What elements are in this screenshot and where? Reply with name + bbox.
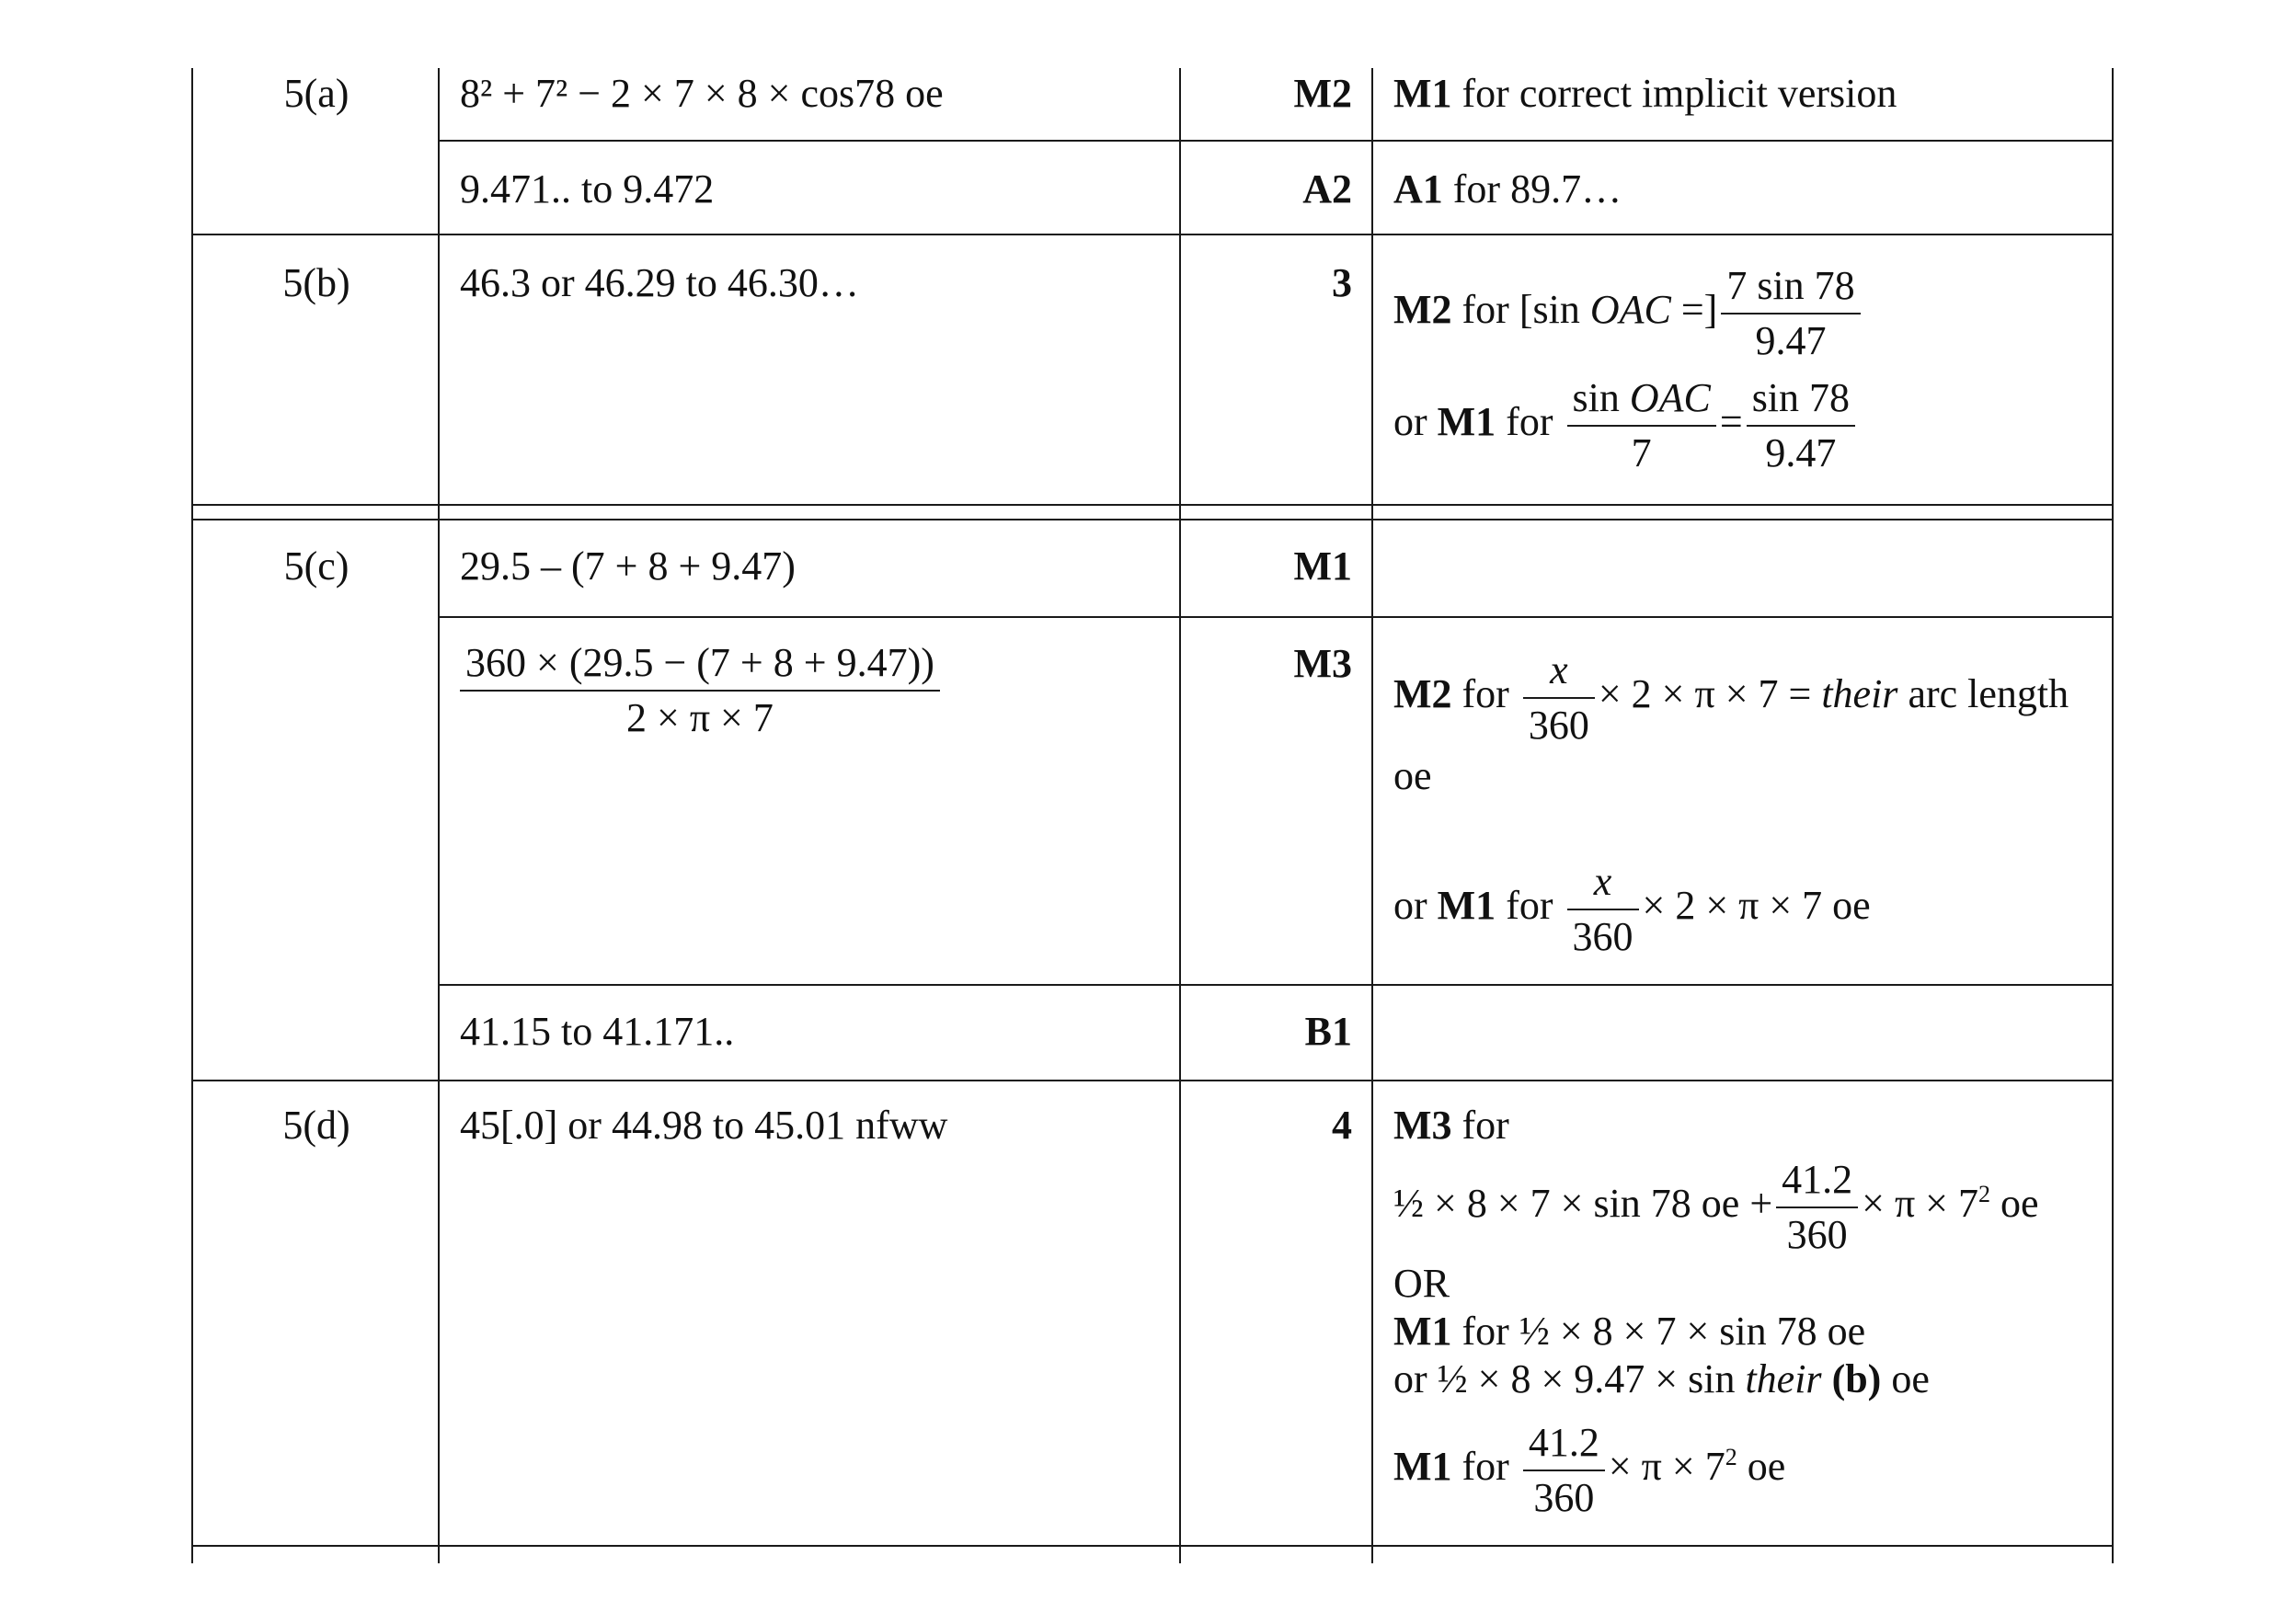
guidance-text: × π × 7	[1862, 1181, 1978, 1227]
their-text: their	[1745, 1356, 1822, 1401]
guidance-line	[1393, 372, 1859, 480]
answer-cell: 41.15 to 41.171..	[460, 1009, 735, 1054]
guidance-text: ½ × 8 × 7 × sin 78 oe +	[1393, 1181, 1773, 1227]
guidance-text: for	[1451, 1103, 1509, 1148]
guidance-text: for	[1496, 399, 1553, 445]
variable-text: x	[1593, 859, 1612, 904]
fraction-denominator: 9.47	[1765, 430, 1837, 475]
fraction	[1523, 1416, 1605, 1525]
guidance-mark-code: M1	[1437, 399, 1496, 445]
guidance-text: oe	[1737, 1444, 1786, 1490]
guidance-line	[1393, 1416, 1785, 1525]
exponent: 2	[1977, 1181, 1990, 1208]
fraction-denominator: 2 × π × 7	[626, 695, 774, 740]
guidance-mark-code: M2	[1393, 287, 1452, 333]
answer-cell: 8² + 7² − 2 × 7 × 8 × cos78 oe	[460, 71, 944, 116]
guidance-mark-code: M1	[1393, 71, 1452, 116]
fraction-numerator	[1523, 644, 1595, 699]
question-number: 5(c)	[283, 543, 350, 589]
guidance-line	[1393, 644, 2069, 752]
fraction-denominator: 360	[1786, 1212, 1848, 1257]
fraction-denominator: 360	[1533, 1475, 1595, 1520]
fraction-denominator: 9.47	[1755, 318, 1827, 363]
variable-text: OAC	[1629, 375, 1711, 420]
fraction-numerator	[1567, 372, 1716, 427]
guidance-text: =]	[1670, 287, 1718, 333]
guidance-cell	[1393, 70, 1897, 118]
guidance-mark-code: M1	[1393, 1309, 1452, 1354]
fraction	[1721, 259, 1860, 368]
question-number: 5(b)	[282, 260, 350, 305]
answer-cell: 29.5 – (7 + 8 + 9.47)	[460, 543, 796, 589]
guidance-cell	[1393, 166, 1622, 213]
fraction-numerator: 360 × (29.5 − (7 + 8 + 9.47))	[460, 636, 940, 692]
guidance-text: or	[1393, 399, 1438, 445]
guidance-text: for	[1451, 1444, 1509, 1490]
guidance-text: oe	[1393, 753, 1432, 798]
fraction	[1776, 1153, 1858, 1262]
guidance-text: for correct implicit version	[1451, 71, 1897, 116]
guidance-mark-code: A1	[1393, 166, 1443, 212]
question-number: 5(a)	[283, 71, 350, 116]
fraction-denominator: 360	[1528, 703, 1589, 748]
marks-cell: 4	[1332, 1103, 1352, 1148]
guidance-line	[1393, 259, 1864, 368]
guidance-text: for ½ × 8 × 7 × sin 78 oe	[1451, 1309, 1866, 1354]
fraction-denominator: 7	[1631, 430, 1652, 475]
marks-cell: 3	[1332, 260, 1352, 305]
guidance-line	[1393, 855, 1871, 964]
fraction	[1523, 644, 1595, 752]
part-reference: (b)	[1821, 1356, 1882, 1401]
fraction	[1747, 372, 1855, 480]
fraction	[1567, 855, 1639, 964]
marks-cell: M2	[1293, 71, 1352, 116]
variable-text: OAC	[1589, 287, 1671, 333]
guidance-text: or ½ × 8 × 9.47 × sin	[1393, 1356, 1746, 1401]
guidance-mark-code: M1	[1393, 1444, 1452, 1490]
guidance-mark-code: M3	[1393, 1103, 1452, 1148]
answer-cell: 9.471.. to 9.472	[460, 166, 715, 212]
fraction	[460, 636, 940, 745]
question-number: 5(d)	[282, 1103, 350, 1148]
guidance-text: × π × 7	[1608, 1444, 1725, 1490]
guidance-mark-code: M2	[1393, 671, 1452, 717]
guidance-text: OR	[1393, 1261, 1450, 1306]
answer-cell: 45[.0] or 44.98 to 45.01 nfww	[460, 1103, 948, 1148]
numerator-text: sin	[1572, 375, 1630, 420]
guidance-text: for	[1451, 671, 1509, 717]
variable-text: x	[1550, 647, 1568, 692]
guidance-text: for [sin	[1451, 287, 1590, 333]
answer-cell	[460, 636, 940, 745]
fraction-numerator: sin 78	[1747, 372, 1855, 427]
exponent: 2	[1725, 1444, 1737, 1471]
guidance-line	[1393, 1308, 1865, 1355]
guidance-text: × 2 × π × 7 oe	[1642, 883, 1871, 929]
fraction-denominator: 360	[1572, 914, 1633, 959]
marks-cell: M3	[1293, 641, 1352, 686]
guidance-line	[1393, 1102, 1509, 1149]
marks-cell: A2	[1302, 166, 1352, 212]
marks-cell: B1	[1304, 1009, 1352, 1054]
guidance-line	[1393, 1355, 1930, 1403]
guidance-text: arc length	[1897, 671, 2069, 717]
equals-sign: =	[1719, 399, 1743, 445]
answer-cell: 46.3 or 46.29 to 46.30…	[460, 260, 859, 305]
guidance-text: for 89.7…	[1442, 166, 1622, 212]
guidance-text: oe	[1989, 1181, 2039, 1227]
guidance-line	[1393, 1153, 2039, 1262]
fraction	[1567, 372, 1716, 480]
fraction-numerator: 41.2	[1523, 1416, 1605, 1471]
guidance-text: × 2 × π × 7 =	[1598, 671, 1822, 717]
fraction-numerator	[1567, 855, 1639, 910]
guidance-text: oe	[1881, 1356, 1930, 1401]
their-text: their	[1821, 671, 1898, 717]
guidance-mark-code: M1	[1437, 883, 1496, 929]
fraction-numerator: 41.2	[1776, 1153, 1858, 1208]
fraction-numerator: 7 sin 78	[1721, 259, 1860, 315]
marks-cell: M1	[1293, 543, 1352, 589]
guidance-text: or	[1393, 883, 1438, 929]
guidance-text: for	[1496, 883, 1553, 929]
